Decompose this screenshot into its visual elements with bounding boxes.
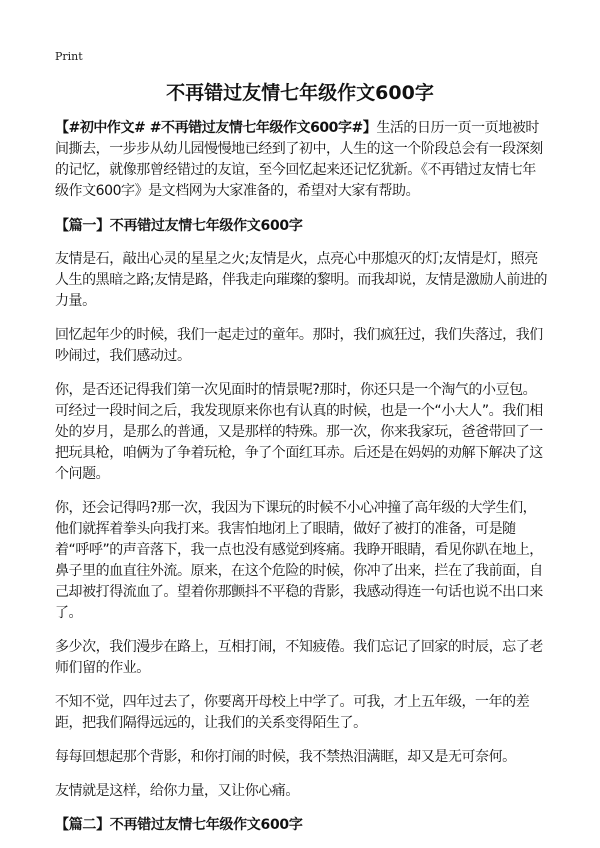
- intro-tag: 【#初中作文# #不再错过友情七年级作文600字#】: [55, 120, 377, 136]
- intro-text: 生活的日历一页一页地被时间撕去，一步步从幼儿园慢慢地已经到了初中，人生的这一个阶段总会有一段深刻的记忆，就像那曾经错过的友谊，至今回忆起来还记忆犹新。《不再错过友情七年级作文600字》是文档网为大家准备的，希望对大家有帮助。: [55, 120, 543, 199]
- body-paragraph-4: 你，还会记得吗?那一次，我因为下课玩的时候不小心冲撞了高年级的大学生们，他们就挥着拳头向我打来。我害怕地闭上了眼睛，做好了被打的准备，可是随着“呼呼”的声音落下，我一点也没有感觉到疼痛。我睁开眼睛，看见你趴在地上，鼻子里的血直往外流。原来，在这个危险的时候，你冲了出来，拦在了我前面，自己却被打得流血了。望着你那颤抖不平稳的背影，我感动得连一句话也说不出口来了。: [55, 500, 543, 621]
- body-paragraph-1: 友情是石，敲出心灵的星星之火;友情是火，点亮心中那熄灭的灯;友情是灯，照亮人生的黑暗之路;友情是路，伴我走向璀璨的黎明。而我却说，友情是激励人前进的力量。: [55, 251, 548, 309]
- body-paragraph-6: 不知不觉，四年过去了，你要离开母校上中学了。可我，才上五年级，一年的差距，把我们隔得远远的，让我们的关系变得陌生了。: [55, 694, 530, 731]
- body-paragraph-7: 每每回想起那个背影，和你打闹的时候，我不禁热泪满眶，却又是无可奈何。: [55, 749, 516, 765]
- article-title: 不再错过友情七年级作文600字: [166, 82, 434, 104]
- body-paragraph-5: 多少次，我们漫步在路上，互相打闹，不知疲倦。我们忘记了回家的时辰，忘了老师们留的作业。: [55, 639, 543, 676]
- section-two-heading: 【篇二】不再错过友情七年级作文600字: [55, 817, 303, 833]
- body-paragraph-8: 友情就是这样，给你力量，又让你心痛。: [55, 783, 299, 799]
- intro-paragraph: [55, 118, 548, 202]
- print-link[interactable]: Print: [55, 50, 83, 63]
- body-paragraph-2: 回忆起年少的时候，我们一起走过的童年。那时，我们疯狂过，我们失落过，我们吵闹过，我们感动过。: [55, 327, 543, 364]
- article-body: [55, 118, 548, 848]
- section-one-heading: 【篇一】不再错过友情七年级作文600字: [55, 218, 303, 234]
- body-paragraph-3: 你，是否还记得我们第一次见面时的情景呢?那时，你还只是一个淘气的小豆包。可经过一段时间之后，我发现原来你也有认真的时候，也是一个“小大人”。我们相处的岁月，是那么的普通，又是那样的特殊。那一次，你来我家玩，爸爸带回了一把玩具枪，咱俩为了争着玩枪，争了个面红耳赤。后还是在妈妈的劝解下解决了这个问题。: [55, 382, 543, 482]
